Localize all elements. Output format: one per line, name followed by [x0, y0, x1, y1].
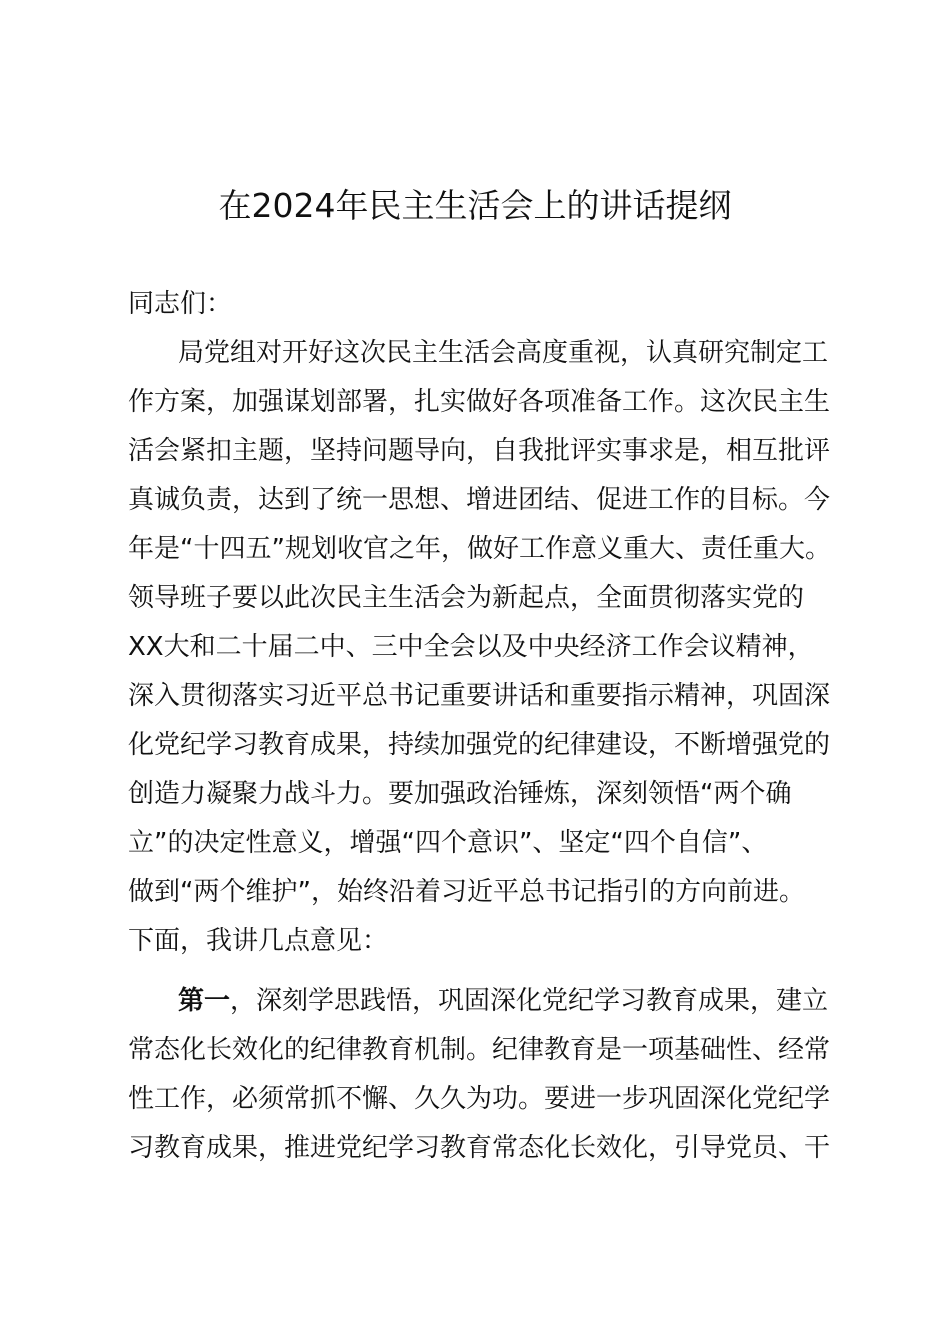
paragraph1-line-13: 下面，我讲几点意见： — [128, 926, 389, 956]
paragraph2-line-3: 性工作，必须常抓不懈、久久为功。要进一步巩固深化党纪学 — [128, 1084, 831, 1114]
paragraph1-line-3: 活会紧扣主题，坚持问题导向，自我批评实事求是，相互批评 — [128, 436, 831, 466]
paragraph1-line-7: XX大和二十届二中、三中全会以及中央经济工作会议精神， — [128, 632, 814, 662]
paragraph1-line-6: 领导班子要以此次民主生活会为新起点，全面贯彻落实党的 — [128, 583, 805, 613]
paragraph1-line-4: 真诚负责，达到了统一思想、增进团结、促进工作的目标。今 — [128, 485, 831, 515]
paragraph1-line-12: 做到“两个维护”，始终沿着习近平总书记指引的方向前进。 — [128, 877, 805, 907]
greeting: 同志们： — [128, 289, 233, 319]
paragraph2-line-2: 常态化长效化的纪律教育机制。纪律教育是一项基础性、经常 — [128, 1035, 831, 1065]
paragraph2-line-1 — [178, 977, 828, 1026]
paragraph2-line-4: 习教育成果，推进党纪学习教育常态化长效化，引导党员、干 — [128, 1133, 831, 1163]
document-title: 在2024年民主生活会上的讲话提纲 — [218, 186, 732, 225]
paragraph1-line-10: 创造力凝聚力战斗力。要加强政治锤炼，深刻领悟“两个确 — [128, 779, 792, 809]
paragraph1-line-11: 立”的决定性意义，增强“四个意识”、坚定“四个自信”、 — [128, 828, 768, 858]
paragraph2-lead: 第一 — [178, 986, 231, 1016]
paragraph1-line-5: 年是“十四五”规划收官之年，做好工作意义重大、责任重大。 — [128, 534, 831, 564]
paragraph1-line-2: 作方案，加强谋划部署，扎实做好各项准备工作。这次民主生 — [128, 387, 831, 417]
paragraph1-line-8: 深入贯彻落实习近平总书记重要讲话和重要指示精神，巩固深 — [128, 681, 831, 711]
paragraph1-line-1: 局党组对开好这次民主生活会高度重视，认真研究制定工 — [178, 338, 829, 368]
paragraph1-line-9: 化党纪学习教育成果，持续加强党的纪律建设，不断增强党的 — [128, 730, 831, 760]
paragraph2-line-1-text: ，深刻学思践悟，巩固深化党纪学习教育成果，建立 — [230, 986, 829, 1016]
